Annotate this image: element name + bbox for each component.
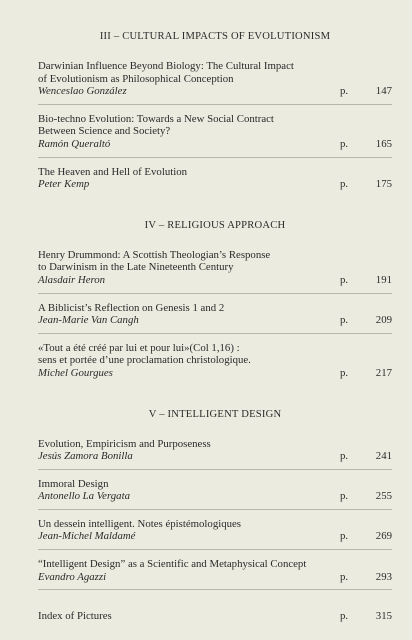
page-number: 147 <box>375 85 392 98</box>
page-label: p. <box>340 85 349 98</box>
toc-entry <box>38 60 392 105</box>
entry-title-line: Henry Drummond: A Scottish Theologian’s Response <box>38 248 271 261</box>
entry-page-ref <box>340 178 392 191</box>
entry-title-line: of Evolutionism as Philosophical Conception <box>38 72 234 85</box>
page-number: 315 <box>375 610 392 623</box>
entry-title-line: Evolution, Empiricism and Purposeness <box>38 437 211 450</box>
entry-title-line: Bio-techno Evolution: Towards a New Social Contract <box>38 112 274 125</box>
page-label: p. <box>340 570 349 583</box>
entry-author: Peter Kemp <box>38 178 90 191</box>
section-heading-cultural-impacts: III – CULTURAL IMPACTS OF EVOLUTIONISM <box>99 31 331 42</box>
page-number: 293 <box>375 570 392 583</box>
entry-author: Ramón Queraltó <box>38 137 111 150</box>
page-label: p. <box>340 273 349 286</box>
toc-entry <box>38 478 392 510</box>
entry-page-ref <box>340 530 392 543</box>
entry-page-ref <box>340 450 392 463</box>
entry-author: Evandro Agazzi <box>38 570 107 583</box>
entry-title-line: Darwinian Influence Beyond Biology: The Cultural Impact <box>38 60 294 72</box>
entry-page-ref <box>340 138 392 151</box>
entry-title-line: Immoral Design <box>38 477 109 490</box>
entry-page-ref <box>340 490 392 503</box>
page-number: 241 <box>375 450 392 463</box>
page-number: 269 <box>375 530 392 543</box>
entry-title-line: “Intelligent Design” as a Scientific and Metaphysical Concept <box>38 558 307 571</box>
entry-title-line: to Darwinism in the Late Nineteenth Century <box>38 261 234 274</box>
toc-entry <box>38 558 392 590</box>
entry-author: Michel Gourgues <box>38 366 113 379</box>
index-title: Index of Pictures <box>38 610 112 623</box>
entry-author: Wenceslao González <box>38 85 127 98</box>
section-heading-intelligent-design: V – INTELLIGENT DESIGN <box>148 408 282 420</box>
index-page-ref <box>340 610 392 623</box>
toc-entry <box>38 518 392 550</box>
toc-entry <box>38 166 392 197</box>
entry-title-line: sens et portée d’une proclamation christologique. <box>38 354 251 367</box>
page-label: p. <box>340 178 349 191</box>
entry-page-ref <box>340 367 392 380</box>
toc-entry <box>38 249 392 294</box>
page-number: 209 <box>375 314 392 327</box>
entry-author: Antonello La Vergata <box>38 490 130 503</box>
page-number: 255 <box>375 490 392 503</box>
page-label: p. <box>340 366 349 379</box>
toc-entry <box>38 438 392 470</box>
page-label: p. <box>340 314 349 327</box>
entry-title-line: «Tout a été créé par lui et pour lui»(Col 1,16) : <box>38 341 240 354</box>
section-heading-religious-approach: IV – RELIGIOUS APPROACH <box>144 219 286 231</box>
toc-entry <box>38 302 392 334</box>
page-label: p. <box>340 530 349 543</box>
page-label: p. <box>340 137 349 150</box>
page-number: 217 <box>375 366 392 379</box>
entry-page-ref <box>340 314 392 327</box>
toc-entry <box>38 113 392 158</box>
entry-author: Jean-Michel Maldamé <box>38 530 136 543</box>
entry-page-ref <box>340 85 392 98</box>
entry-title-line: The Heaven and Hell of Evolution <box>38 165 188 178</box>
entry-title-line: Between Science and Society? <box>38 125 171 138</box>
page-label: p. <box>340 490 349 503</box>
page-number: 175 <box>375 178 392 191</box>
entry-author: Jesús Zamora Bonilla <box>38 450 133 463</box>
entry-page-ref <box>340 571 392 584</box>
index-entry <box>38 610 392 623</box>
toc-entry <box>38 342 392 386</box>
entry-title-line: Un dessein intelligent. Notes épistémologiques <box>38 517 242 530</box>
entry-author: Alasdair Heron <box>38 273 106 286</box>
entry-title-line: A Biblicist’s Reflection on Genesis 1 and 2 <box>38 301 225 314</box>
page-label: p. <box>340 610 349 623</box>
page-number: 165 <box>375 137 392 150</box>
entry-author: Jean-Marie Van Cangh <box>38 314 139 327</box>
page-number: 191 <box>375 273 392 286</box>
page-label: p. <box>340 450 349 463</box>
entry-page-ref <box>340 274 392 287</box>
